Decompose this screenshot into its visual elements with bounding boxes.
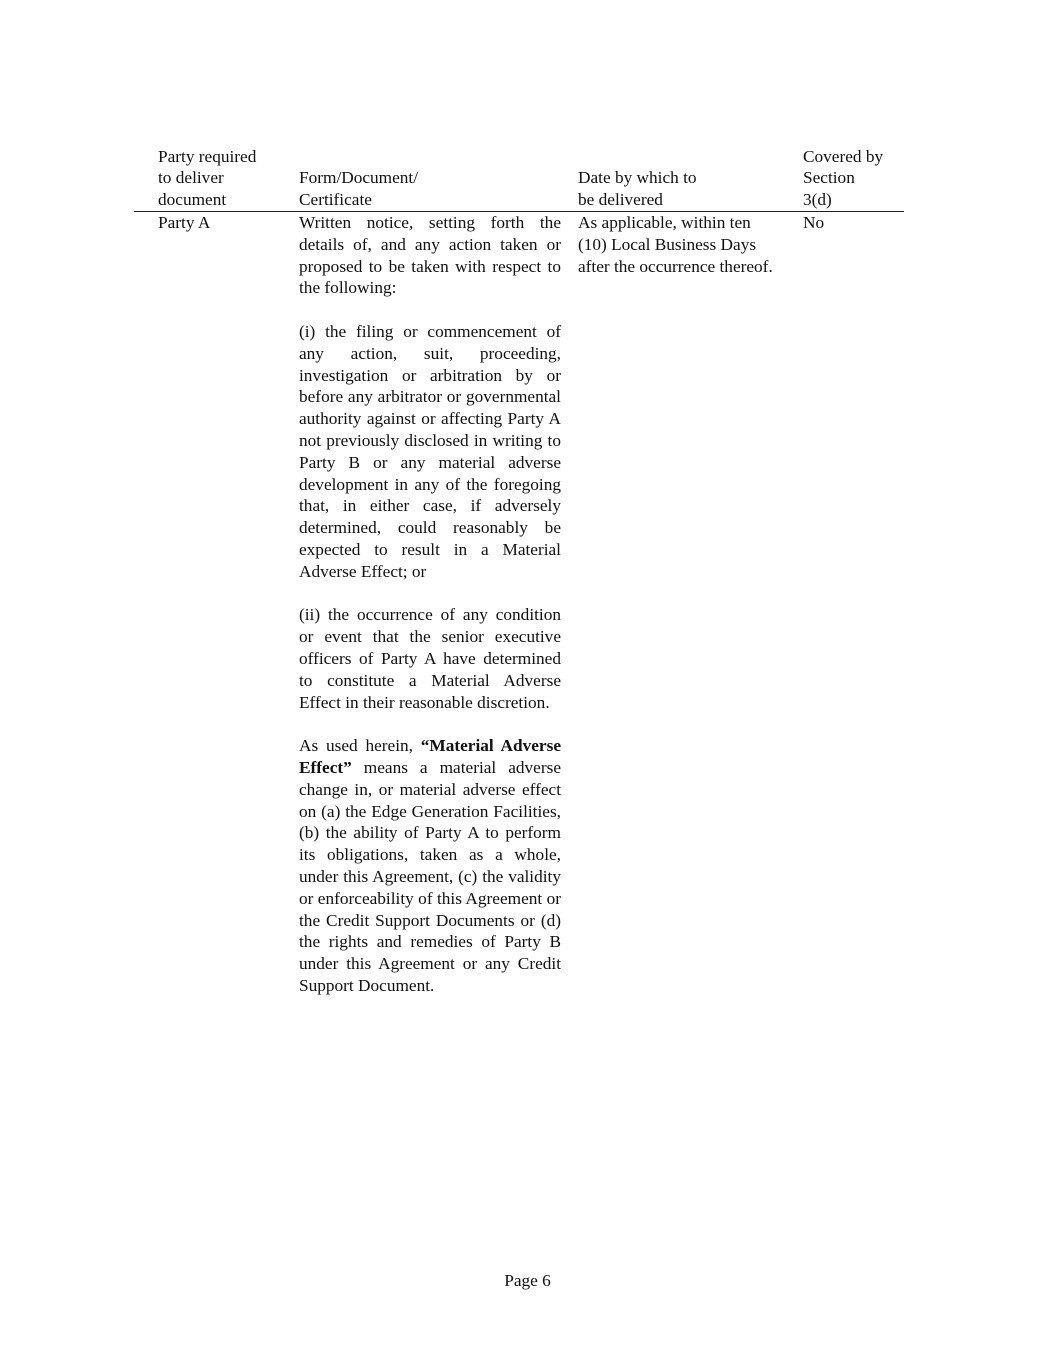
cell-date-delivered: As applicable, within ten (10) Local Business Days after the occurrence thereof.: [578, 213, 773, 276]
form-definition-paragraph: [299, 735, 561, 997]
page-number: Page 6: [504, 1271, 551, 1290]
definition-lead: As used herein,: [299, 736, 421, 756]
header-date-delivered: Date by which to be delivered: [578, 168, 697, 210]
cell-covered: No: [803, 213, 825, 232]
form-item-i-paragraph: (i) the filing or commencement of any action, suit, proceeding, investigation or arbitration by or before any arbitrator or governmental authority against or affecting Party A not previously disclosed in writing to Party B or any material adverse development in any of the foregoing that, in either case, if adversely determined, could reasonably be expected to result in a Material Adverse Effect; or: [299, 321, 561, 581]
header-form-document: Form/Document/ Certificate: [299, 168, 419, 210]
table-header-row: [0, 124, 1055, 211]
form-item-ii-paragraph: (ii) the occurrence of any condition or event that the senior executive officers of Party A have determined to constitute a Material Adverse Effect in their reasonable discretion.: [299, 605, 561, 712]
definition-term: “Material Adverse Effect”: [299, 736, 562, 777]
form-intro-paragraph: Written notice, setting forth the details of, and any action taken or proposed to be taken with respect to the following:: [299, 213, 561, 298]
definition-body: means a material adverse change in, or material adverse effect on (a) the Edge Generation Facilities, (b) the ability of Party A to perform its obligations, taken as a whole, under this Agreement, (c) the validity or enforceability of this Agreement or the Credit Support Documents or (d) the rights and remedies of Party B under this Agreement or any Credit Support Document.: [299, 757, 561, 995]
header-party-required: Party required to deliver document: [158, 146, 257, 210]
cell-party: Party A: [158, 213, 211, 232]
cell-form-document: [299, 212, 561, 997]
header-covered-by-section: Covered by Section 3(d): [803, 146, 884, 210]
